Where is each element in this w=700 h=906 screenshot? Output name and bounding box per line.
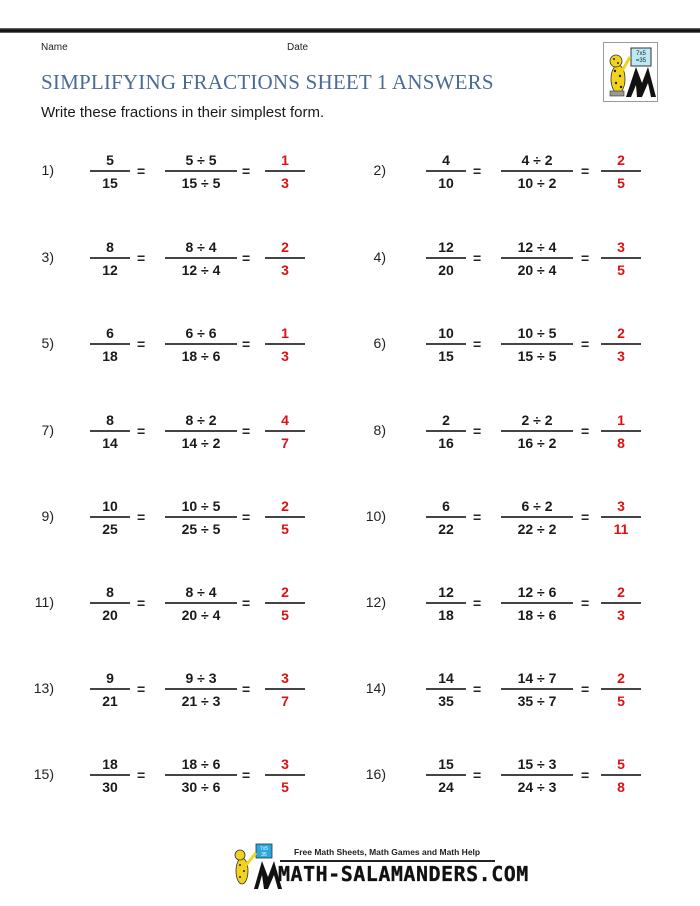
svg-text:7x5: 7x5: [636, 51, 646, 57]
denominator: 18: [438, 606, 454, 623]
numerator-step: 10 ÷ 5: [517, 325, 557, 341]
original-fraction: [90, 237, 130, 279]
denominator-step: 25 ÷ 5: [181, 520, 221, 537]
problem-16: [352, 754, 672, 804]
problem-10: [352, 496, 672, 546]
equals-sign: =: [473, 423, 482, 439]
problem-number: 2): [373, 162, 386, 178]
numerator-step: 18 ÷ 6: [181, 756, 221, 772]
answer-denominator: 5: [281, 778, 289, 795]
answer-fraction: [265, 150, 305, 192]
equals-sign: =: [581, 163, 590, 179]
denominator-step: 20 ÷ 4: [517, 261, 557, 278]
problem-number: 5): [41, 335, 54, 351]
answer-fraction: [601, 754, 641, 796]
division-step: [165, 150, 237, 192]
answer-numerator: 2: [281, 498, 289, 514]
numerator-step: 4 ÷ 2: [521, 152, 553, 168]
answer-fraction: [601, 410, 641, 452]
answer-numerator: 3: [281, 670, 289, 686]
problem-number: 6): [373, 335, 386, 351]
original-fraction: [426, 410, 466, 452]
denominator: 18: [102, 347, 118, 364]
equals-sign: =: [581, 423, 590, 439]
numerator-step: 15 ÷ 3: [517, 756, 557, 772]
original-fraction: [90, 150, 130, 192]
answer-numerator: 5: [617, 756, 625, 772]
numerator-step: 6 ÷ 2: [521, 498, 553, 514]
answer-fraction: [265, 668, 305, 710]
answer-denominator: 3: [281, 347, 289, 364]
numerator: 12: [438, 584, 454, 600]
numerator-step: 10 ÷ 5: [181, 498, 221, 514]
problem-7: [20, 410, 340, 460]
answer-numerator: 2: [281, 239, 289, 255]
numerator-step: 5 ÷ 5: [185, 152, 217, 168]
original-fraction: [426, 150, 466, 192]
original-fraction: [90, 668, 130, 710]
denominator-step: 14 ÷ 2: [181, 434, 221, 451]
denominator: 10: [438, 174, 454, 191]
original-fraction: [90, 410, 130, 452]
numerator: 10: [438, 325, 454, 341]
instructions: Write these fractions in their simplest form.: [41, 104, 325, 121]
denominator-step: 10 ÷ 2: [517, 174, 557, 191]
division-step: [165, 582, 237, 624]
answer-denominator: 3: [281, 261, 289, 278]
equals-sign: =: [473, 336, 482, 352]
problem-number: 8): [373, 422, 386, 438]
division-step: [165, 668, 237, 710]
division-step: [501, 410, 573, 452]
answer-fraction: [601, 237, 641, 279]
answer-denominator: 8: [617, 778, 625, 795]
numerator: 5: [106, 152, 114, 168]
problem-number: 14): [365, 680, 386, 696]
problem-number: 10): [365, 508, 386, 524]
answer-denominator: 5: [281, 520, 289, 537]
answer-fraction: [601, 323, 641, 365]
answer-numerator: 1: [617, 412, 625, 428]
answer-fraction: [265, 410, 305, 452]
equals-sign: =: [242, 336, 251, 352]
answer-fraction: [265, 754, 305, 796]
denominator-step: 30 ÷ 6: [181, 778, 221, 795]
equals-sign: =: [242, 595, 251, 611]
problem-number: 4): [373, 249, 386, 265]
original-fraction: [426, 754, 466, 796]
footer-site-name: MATH-SALAMANDERS.COM: [278, 862, 529, 886]
original-fraction: [426, 668, 466, 710]
answer-denominator: 5: [617, 261, 625, 278]
equals-sign: =: [242, 681, 251, 697]
division-step: [501, 582, 573, 624]
denominator-step: 12 ÷ 4: [181, 261, 221, 278]
answer-numerator: 2: [617, 325, 625, 341]
equals-sign: =: [473, 250, 482, 266]
name-label: Name: [41, 42, 68, 53]
original-fraction: [426, 237, 466, 279]
problem-number: 3): [41, 249, 54, 265]
numerator-step: 12 ÷ 4: [517, 239, 557, 255]
problem-5: [20, 323, 340, 373]
denominator: 20: [438, 261, 454, 278]
division-step: [501, 668, 573, 710]
denominator-step: 21 ÷ 3: [181, 692, 221, 709]
problem-14: [352, 668, 672, 718]
original-fraction: [426, 323, 466, 365]
problem-4: [352, 237, 672, 287]
answer-numerator: 1: [281, 152, 289, 168]
date-label: Date: [287, 42, 309, 53]
answer-denominator: 5: [617, 174, 625, 191]
denominator: 15: [438, 347, 454, 364]
numerator: 12: [438, 239, 454, 255]
answer-numerator: 4: [281, 412, 289, 428]
equals-sign: =: [581, 681, 590, 697]
answer-fraction: [265, 237, 305, 279]
svg-text:7x5: 7x5: [259, 846, 269, 852]
answer-numerator: 3: [617, 498, 625, 514]
denominator-step: 15 ÷ 5: [517, 347, 557, 364]
numerator: 8: [106, 239, 114, 255]
numerator: 6: [442, 498, 450, 514]
problem-11: [20, 582, 340, 632]
numerator: 14: [438, 670, 454, 686]
equals-sign: =: [137, 250, 146, 266]
answer-fraction: [265, 582, 305, 624]
problem-2: [352, 150, 672, 200]
numerator-step: 8 ÷ 2: [185, 412, 217, 428]
numerator: 8: [106, 584, 114, 600]
denominator-step: 18 ÷ 6: [517, 606, 557, 623]
answer-fraction: [265, 323, 305, 365]
problem-1: [20, 150, 340, 200]
numerator: 8: [106, 412, 114, 428]
equals-sign: =: [242, 509, 251, 525]
problem-number: 9): [41, 508, 54, 524]
denominator-step: 18 ÷ 6: [181, 347, 221, 364]
problem-13: [20, 668, 340, 718]
denominator: 25: [102, 520, 118, 537]
problem-number: 13): [33, 680, 54, 696]
svg-text:35: 35: [261, 852, 267, 858]
top-rule: [0, 28, 700, 33]
denominator-step: 22 ÷ 2: [517, 520, 557, 537]
division-step: [165, 496, 237, 538]
denominator-step: 20 ÷ 4: [181, 606, 221, 623]
numerator: 9: [106, 670, 114, 686]
salamander-logo: [603, 42, 658, 102]
answer-denominator: 5: [617, 692, 625, 709]
equals-sign: =: [581, 250, 590, 266]
numerator-step: 2 ÷ 2: [521, 412, 553, 428]
equals-sign: =: [581, 509, 590, 525]
numerator: 4: [442, 152, 450, 168]
page-title: SIMPLIFYING FRACTIONS SHEET 1 ANSWERS: [41, 70, 494, 94]
denominator: 14: [102, 434, 118, 451]
equals-sign: =: [242, 163, 251, 179]
answer-fraction: [265, 496, 305, 538]
answer-denominator: 5: [281, 606, 289, 623]
equals-sign: =: [473, 509, 482, 525]
answer-denominator: 7: [281, 434, 289, 451]
denominator: 35: [438, 692, 454, 709]
numerator: 10: [102, 498, 118, 514]
numerator-step: 8 ÷ 4: [185, 239, 217, 255]
answer-denominator: 3: [617, 606, 625, 623]
problem-8: [352, 410, 672, 460]
numerator-step: 9 ÷ 3: [185, 670, 217, 686]
denominator: 30: [102, 778, 118, 795]
equals-sign: =: [242, 423, 251, 439]
equals-sign: =: [137, 336, 146, 352]
answer-numerator: 3: [617, 239, 625, 255]
answer-fraction: [601, 150, 641, 192]
denominator-step: 15 ÷ 5: [181, 174, 221, 191]
denominator-step: 24 ÷ 3: [517, 778, 557, 795]
answer-denominator: 7: [281, 692, 289, 709]
numerator: 2: [442, 412, 450, 428]
problem-number: 7): [41, 422, 54, 438]
problem-15: [20, 754, 340, 804]
answer-numerator: 2: [617, 670, 625, 686]
original-fraction: [90, 754, 130, 796]
problem-number: 11): [34, 594, 54, 610]
numerator: 18: [102, 756, 118, 772]
answer-numerator: 2: [617, 584, 625, 600]
equals-sign: =: [581, 595, 590, 611]
equals-sign: =: [581, 767, 590, 783]
original-fraction: [90, 496, 130, 538]
denominator: 22: [438, 520, 454, 537]
numerator-step: 8 ÷ 4: [185, 584, 217, 600]
division-step: [165, 323, 237, 365]
denominator: 16: [438, 434, 454, 451]
problem-6: [352, 323, 672, 373]
answer-numerator: 2: [281, 584, 289, 600]
answer-denominator: 3: [281, 174, 289, 191]
denominator: 21: [102, 692, 118, 709]
original-fraction: [90, 323, 130, 365]
answer-denominator: 8: [617, 434, 625, 451]
equals-sign: =: [581, 336, 590, 352]
numerator: 6: [106, 325, 114, 341]
denominator: 20: [102, 606, 118, 623]
svg-text:=35: =35: [635, 58, 647, 64]
numerator-step: 12 ÷ 6: [517, 584, 557, 600]
numerator-step: 6 ÷ 6: [185, 325, 217, 341]
equals-sign: =: [137, 681, 146, 697]
equals-sign: =: [137, 767, 146, 783]
answer-fraction: [601, 668, 641, 710]
equals-sign: =: [242, 250, 251, 266]
division-step: [165, 754, 237, 796]
equals-sign: =: [137, 595, 146, 611]
equals-sign: =: [473, 595, 482, 611]
original-fraction: [426, 496, 466, 538]
problem-number: 15): [33, 766, 54, 782]
division-step: [501, 496, 573, 538]
answer-denominator: 3: [617, 347, 625, 364]
division-step: [501, 323, 573, 365]
answer-numerator: 1: [281, 325, 289, 341]
answer-fraction: [601, 582, 641, 624]
denominator: 12: [102, 261, 118, 278]
equals-sign: =: [137, 509, 146, 525]
problem-number: 1): [41, 162, 54, 178]
answer-fraction: [601, 496, 641, 538]
problem-number: 12): [365, 594, 386, 610]
division-step: [165, 410, 237, 452]
division-step: [501, 754, 573, 796]
equals-sign: =: [473, 681, 482, 697]
original-fraction: [426, 582, 466, 624]
equals-sign: =: [473, 163, 482, 179]
original-fraction: [90, 582, 130, 624]
division-step: [501, 150, 573, 192]
problem-3: [20, 237, 340, 287]
equals-sign: =: [473, 767, 482, 783]
denominator: 24: [438, 778, 454, 795]
problem-9: [20, 496, 340, 546]
equals-sign: =: [137, 163, 146, 179]
numerator-step: 14 ÷ 7: [517, 670, 557, 686]
division-step: [165, 237, 237, 279]
division-step: [501, 237, 573, 279]
answer-denominator: 11: [613, 520, 629, 537]
numerator: 15: [438, 756, 454, 772]
equals-sign: =: [137, 423, 146, 439]
denominator-step: 35 ÷ 7: [517, 692, 557, 709]
salamander-logo-icon: [604, 43, 657, 101]
denominator: 15: [102, 174, 118, 191]
answer-numerator: 2: [617, 152, 625, 168]
denominator-step: 16 ÷ 2: [517, 434, 557, 451]
footer-tagline: Free Math Sheets, Math Games and Math Help: [294, 847, 481, 857]
problem-number: 16): [365, 766, 386, 782]
equals-sign: =: [242, 767, 251, 783]
problem-12: [352, 582, 672, 632]
answer-numerator: 3: [281, 756, 289, 772]
